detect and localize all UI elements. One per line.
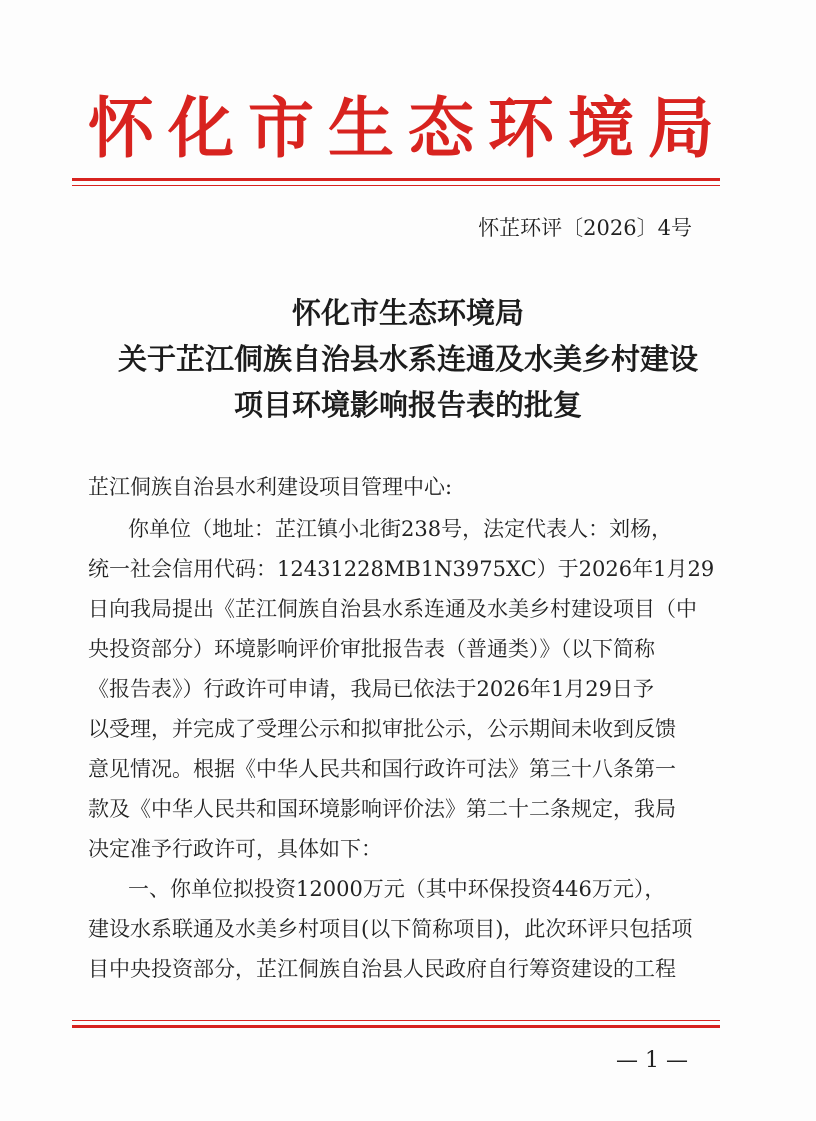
- document-title-line-1: 怀化市生态环境局: [291, 296, 524, 330]
- body-line: 央投资部分）环境影响评价审批报告表（普通类）》（以下简称: [88, 637, 655, 661]
- body-line: 你单位（地址：芷江镇小北街238号，法定代表人：刘杨，: [128, 517, 673, 541]
- page-number: — 1 —: [616, 1048, 688, 1073]
- letterhead-rule-thick: [72, 178, 720, 181]
- body-line: 以受理，并完成了受理公示和拟审批公示，公示期间未收到反馈: [88, 717, 676, 741]
- footer-rule-thin: [72, 1020, 720, 1021]
- agency-letterhead: 怀化市生态环境局: [88, 89, 728, 167]
- addressee: 芷江侗族自治县水利建设项目管理中心:: [88, 475, 453, 499]
- body-line: 决定准予行政许可，具体如下：: [88, 837, 382, 861]
- document-number: 怀芷环评〔2026〕4号: [478, 216, 692, 240]
- letterhead-rule-thin: [72, 185, 720, 186]
- document-title-line-2: 关于芷江侗族自治县水系连通及水美乡村建设: [117, 342, 698, 376]
- body-line: 一、你单位拟投资12000万元（其中环保投资446万元），: [128, 877, 666, 901]
- body-line: 日向我局提出《芷江侗族自治县水系连通及水美乡村建设项目（中: [88, 597, 697, 621]
- body-line: 款及《中华人民共和国环境影响评价法》第二十二条规定，我局: [88, 797, 676, 821]
- body-line: 《报告表》）行政许可申请，我局已依法于2026年1月29日予: [88, 677, 655, 701]
- document-title-line-3: 项目环境影响报告表的批复: [233, 388, 582, 422]
- body-line: 建设水系联通及水美乡村项目(以下简称项目)，此次环评只包括项: [88, 917, 693, 941]
- body-line: 目中央投资部分，芷江侗族自治县人民政府自行筹资建设的工程: [88, 957, 676, 981]
- footer-rule-thick: [72, 1025, 720, 1028]
- body-line: 意见情况。根据《中华人民共和国行政许可法》第三十八条第一: [88, 757, 676, 781]
- body-line: 统一社会信用代码：12431228MB1N3975XC）于2026年1月29: [88, 557, 715, 581]
